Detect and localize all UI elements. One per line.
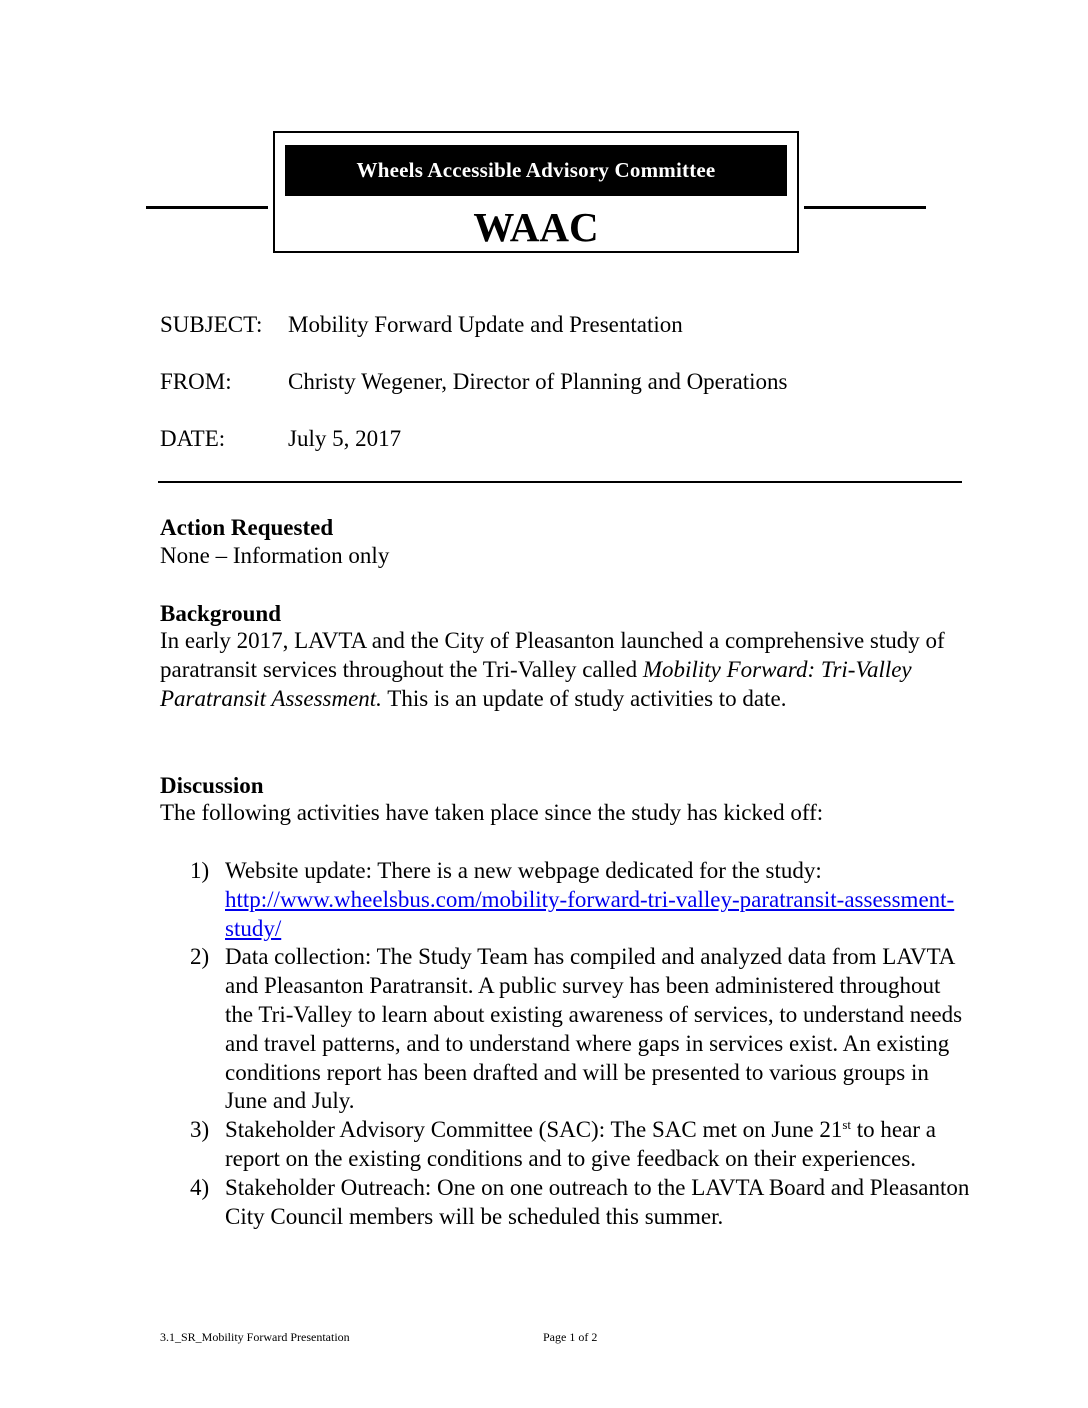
list-item-text: Website update: There is a new webpage dedicated for the study: [225,858,822,883]
letterhead [273,131,799,253]
date-label: DATE: [160,426,226,451]
committee-acronym: WAAC [473,204,599,250]
footer-page-number: Page 1 of 2 [543,1330,598,1344]
background-title: Background [160,601,282,626]
list-item [190,1174,970,1232]
list-item-text: Stakeholder Advisory Committee (SAC): The SAC met on June 21 [225,1117,843,1143]
activities-list [190,857,970,1231]
list-item-number: 1) [190,858,210,883]
study-webpage-link[interactable]: http://www.wheelsbus.com/mobility-forward-tri-valley-paratransit-assessment-study/ [225,886,955,941]
list-item-text-cont: to hear a report on the existing conditions and to give feedback on their experiences. [225,1117,936,1171]
list-item-text: Stakeholder Outreach: One on one outreach to the LAVTA Board and Pleasanton City Council members will be scheduled this summer. [225,1174,970,1229]
background-text-part1: In early 2017, LAVTA and the City of Pleasanton launched a comprehensive study of paratransit services throughout the Tri-Valley called [160,628,945,682]
list-item-text: Data collection: The Study Team has compiled and analyzed data from LAVTA and Pleasanton Paratransit. A public survey has been administered throughout the Tri-Valley to learn about existing awareness of services, to understand needs and travel patterns, and to understand where gaps in services exist. An existing conditions report has been drafted and will be presented to various groups in June and July. [225,944,963,1114]
study-name: Mobility Forward: Tri-Valley Paratransit Assessment. [160,656,912,711]
list-item [190,943,970,1116]
date-value: July 5, 2017 [288,426,402,451]
subject-label: SUBJECT: [160,312,263,337]
from-label: FROM: [160,369,232,394]
committee-name: Wheels Accessible Advisory Committee [285,145,787,196]
discussion-intro: The following activities have taken place since the study has kicked off: [160,800,824,825]
ordinal-suffix: st [842,1117,852,1133]
discussion-title: Discussion [160,773,264,798]
footer-file-name: 3.1_SR_Mobility Forward Presentation [160,1330,350,1344]
action-requested-text: None – Information only [160,543,390,568]
header-divider [158,481,962,483]
action-requested-title: Action Requested [160,515,334,540]
list-item-number: 4) [190,1174,210,1200]
from-value: Christy Wegener, Director of Planning and Operations [288,369,788,394]
list-item-number: 3) [190,1117,210,1143]
background-text [160,627,960,713]
list-item [190,857,970,943]
letterhead-rule-left [146,206,268,209]
letterhead-rule-right [804,206,926,209]
list-item-number: 2) [190,944,210,970]
list-item [190,1116,970,1174]
subject-value: Mobility Forward Update and Presentation [288,312,683,337]
background-text-part2: This is an update of study activities to date. [381,685,787,711]
